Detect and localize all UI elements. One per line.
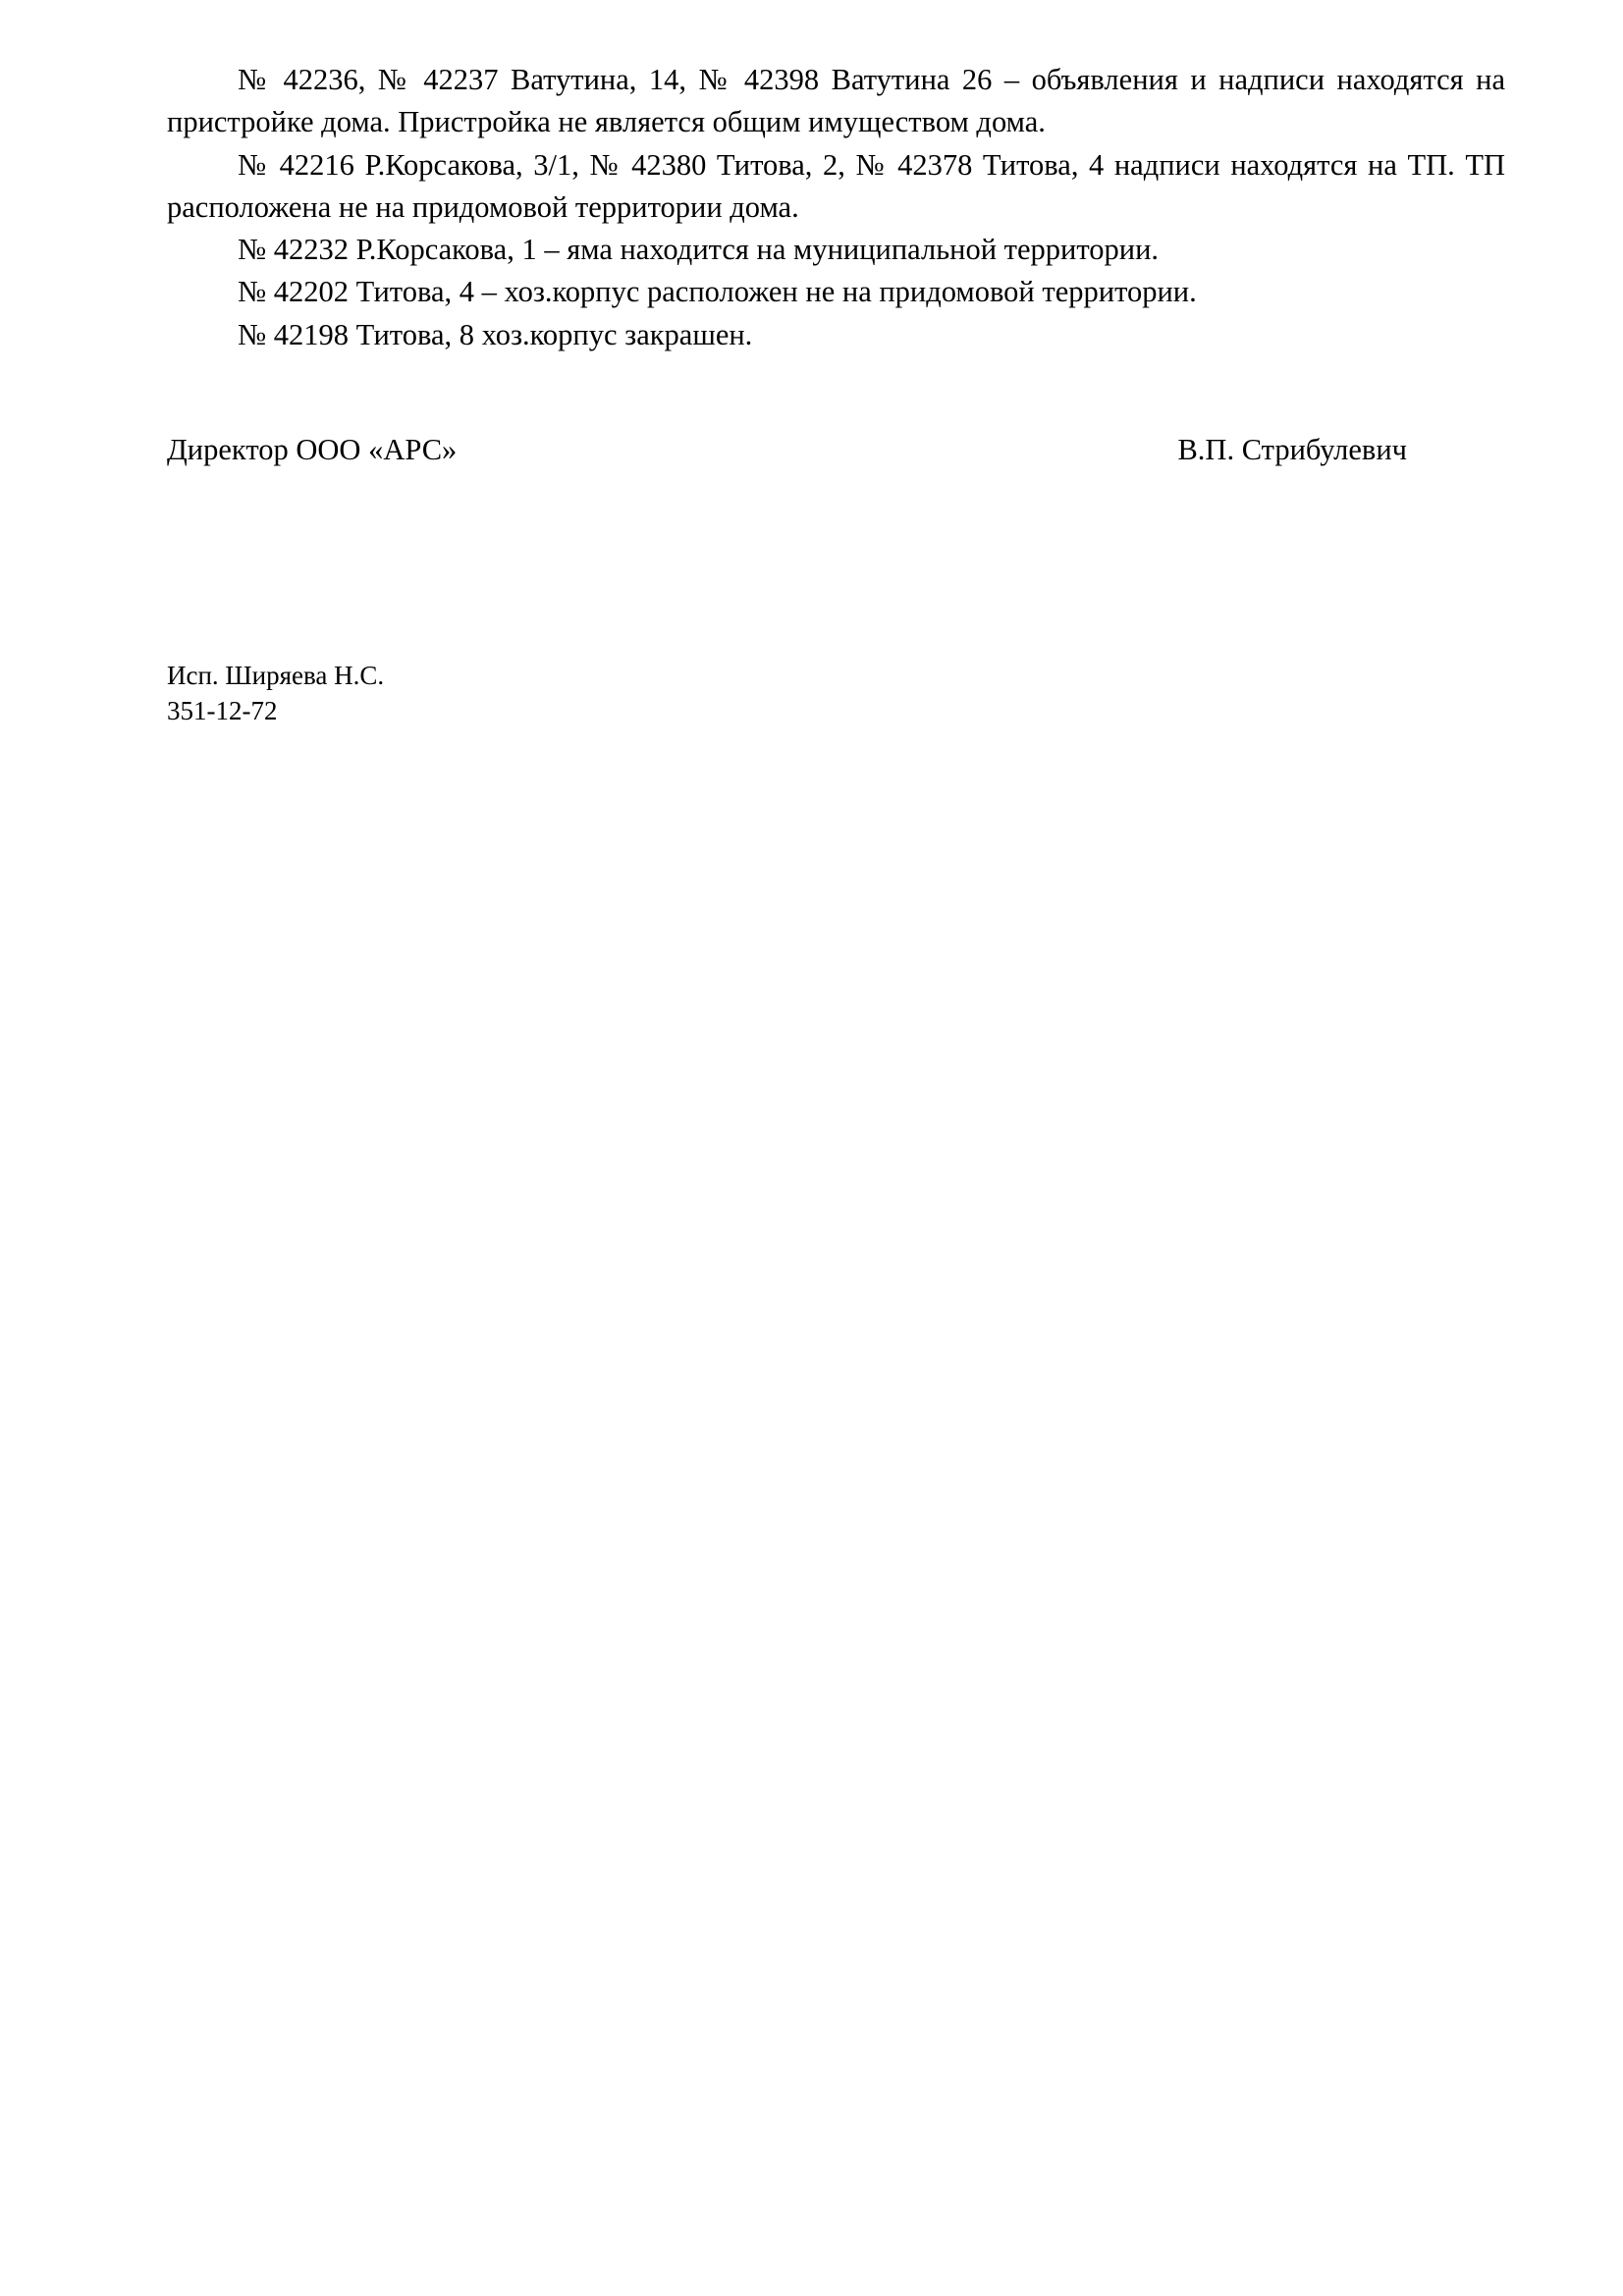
document-body (167, 59, 1505, 356)
executor-name: Исп. Ширяева Н.С. (167, 661, 385, 691)
paragraph-4: № 42202 Титова, 4 – хоз.корпус расположен не на придомовой территории. (238, 275, 1197, 309)
paragraph-2: № 42216 Р.Корсакова, 3/1, № 42380 Титова, 2, № 42378 Титова, 4 надписи находятся на ТП. ТП расположена не на придомовой территории дома. (167, 147, 1505, 224)
paragraph-3: № 42232 Р.Корсакова, 1 – яма находится на муниципальной территории. (238, 233, 1160, 267)
paragraph-5: № 42198 Титова, 8 хоз.корпус закрашен. (238, 317, 753, 351)
executor-block (167, 659, 1505, 728)
signature-name: В.П. Стрибулевич (1177, 433, 1407, 467)
paragraph-1: № 42236, № 42237 Ватутина, 14, № 42398 Ватутина 26 – объявления и надписи находятся на пристройке дома. Пристройка не является общим имуществом дома. (167, 63, 1505, 139)
signature-block (167, 433, 1505, 467)
executor-phone: 351-12-72 (167, 695, 278, 725)
signature-title: Директор ООО «АРС» (167, 433, 458, 467)
